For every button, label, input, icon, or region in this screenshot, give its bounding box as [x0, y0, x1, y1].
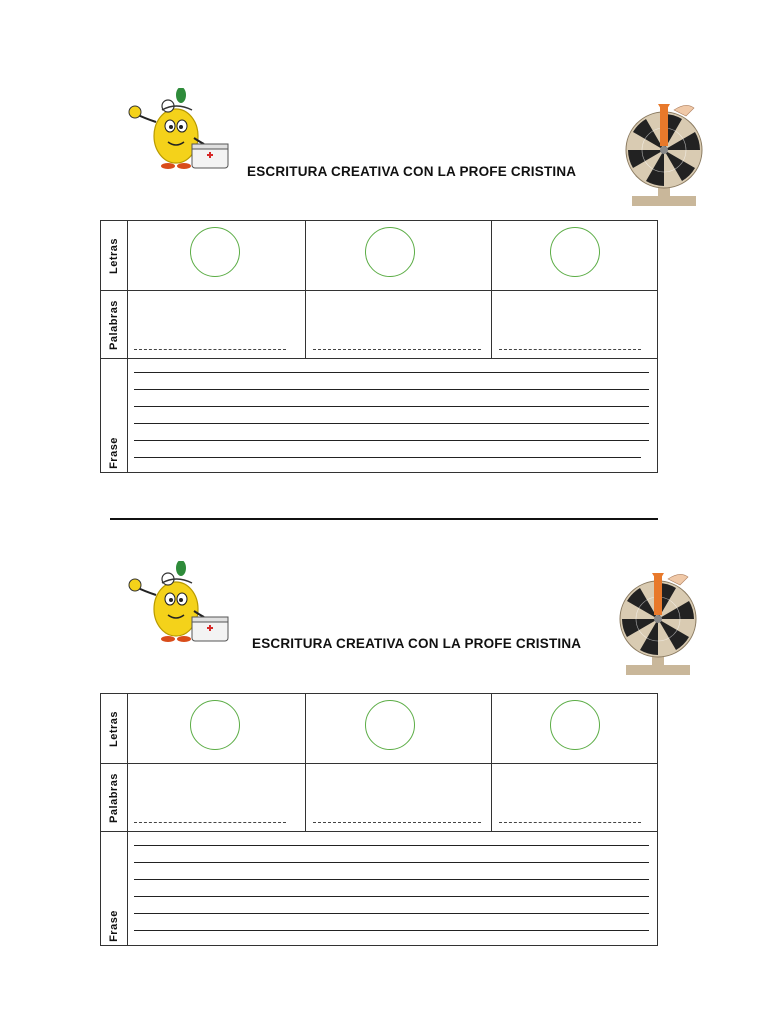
letter-wheel-icon — [624, 100, 704, 210]
letras-label: Letras — [108, 237, 120, 274]
worksheet-title: ESCRITURA CREATIVA CON LA PROFE CRISTINA — [247, 164, 577, 179]
sentence-line[interactable] — [134, 457, 641, 458]
sentence-line[interactable] — [134, 372, 649, 373]
letter-circle[interactable] — [365, 227, 415, 277]
sentence-line[interactable] — [134, 406, 649, 407]
worksheet-title: ESCRITURA CREATIVA CON LA PROFE CRISTINA — [252, 636, 582, 651]
lemon-doctor-icon — [126, 88, 230, 172]
letter-circle[interactable] — [365, 700, 415, 750]
letter-circle[interactable] — [550, 700, 600, 750]
letter-cell[interactable] — [128, 694, 305, 763]
row-label-cell — [101, 764, 128, 831]
letter-cell[interactable] — [491, 694, 658, 763]
word-blank-line[interactable] — [499, 349, 641, 350]
word-cell[interactable] — [128, 291, 305, 358]
palabras-row — [101, 291, 657, 359]
sentence-line[interactable] — [134, 389, 649, 390]
word-cell[interactable] — [305, 764, 491, 831]
letras-label: Letras — [108, 710, 120, 747]
word-blank-line[interactable] — [499, 822, 641, 823]
row-label-cell — [101, 291, 128, 358]
palabras-label: Palabras — [108, 299, 120, 350]
worksheet-2 — [0, 473, 768, 943]
frase-label: Frase — [108, 910, 120, 942]
letter-cell[interactable] — [491, 221, 658, 290]
word-cell[interactable] — [491, 764, 658, 831]
sentence-line[interactable] — [134, 930, 649, 931]
word-blank-line[interactable] — [134, 349, 286, 350]
frase-row — [101, 832, 657, 946]
letter-cell[interactable] — [305, 221, 491, 290]
worksheet-1 — [0, 0, 768, 470]
sentence-line[interactable] — [134, 913, 649, 914]
lemon-doctor-icon — [126, 561, 230, 645]
letter-circle[interactable] — [190, 227, 240, 277]
word-blank-line[interactable] — [134, 822, 286, 823]
frase-label: Frase — [108, 437, 120, 469]
row-label-cell — [101, 694, 128, 763]
letras-row — [101, 221, 657, 291]
letras-row — [101, 694, 657, 764]
sentence-line[interactable] — [134, 879, 649, 880]
sentence-line[interactable] — [134, 440, 649, 441]
letter-cell[interactable] — [305, 694, 491, 763]
word-blank-line[interactable] — [313, 822, 481, 823]
worksheet-table — [100, 220, 658, 473]
sentence-line[interactable] — [134, 423, 649, 424]
palabras-row — [101, 764, 657, 832]
letter-wheel-icon — [618, 569, 698, 679]
frase-row — [101, 359, 657, 473]
sentence-line[interactable] — [134, 845, 649, 846]
palabras-label: Palabras — [108, 772, 120, 823]
letter-circle[interactable] — [190, 700, 240, 750]
row-label-cell — [101, 221, 128, 290]
worksheet-table — [100, 693, 658, 946]
word-cell[interactable] — [305, 291, 491, 358]
sentence-line[interactable] — [134, 862, 649, 863]
letter-circle[interactable] — [550, 227, 600, 277]
word-blank-line[interactable] — [313, 349, 481, 350]
word-cell[interactable] — [491, 291, 658, 358]
letter-cell[interactable] — [128, 221, 305, 290]
word-cell[interactable] — [128, 764, 305, 831]
row-label-cell — [101, 359, 128, 473]
row-label-cell — [101, 832, 128, 946]
sentence-line[interactable] — [134, 896, 649, 897]
